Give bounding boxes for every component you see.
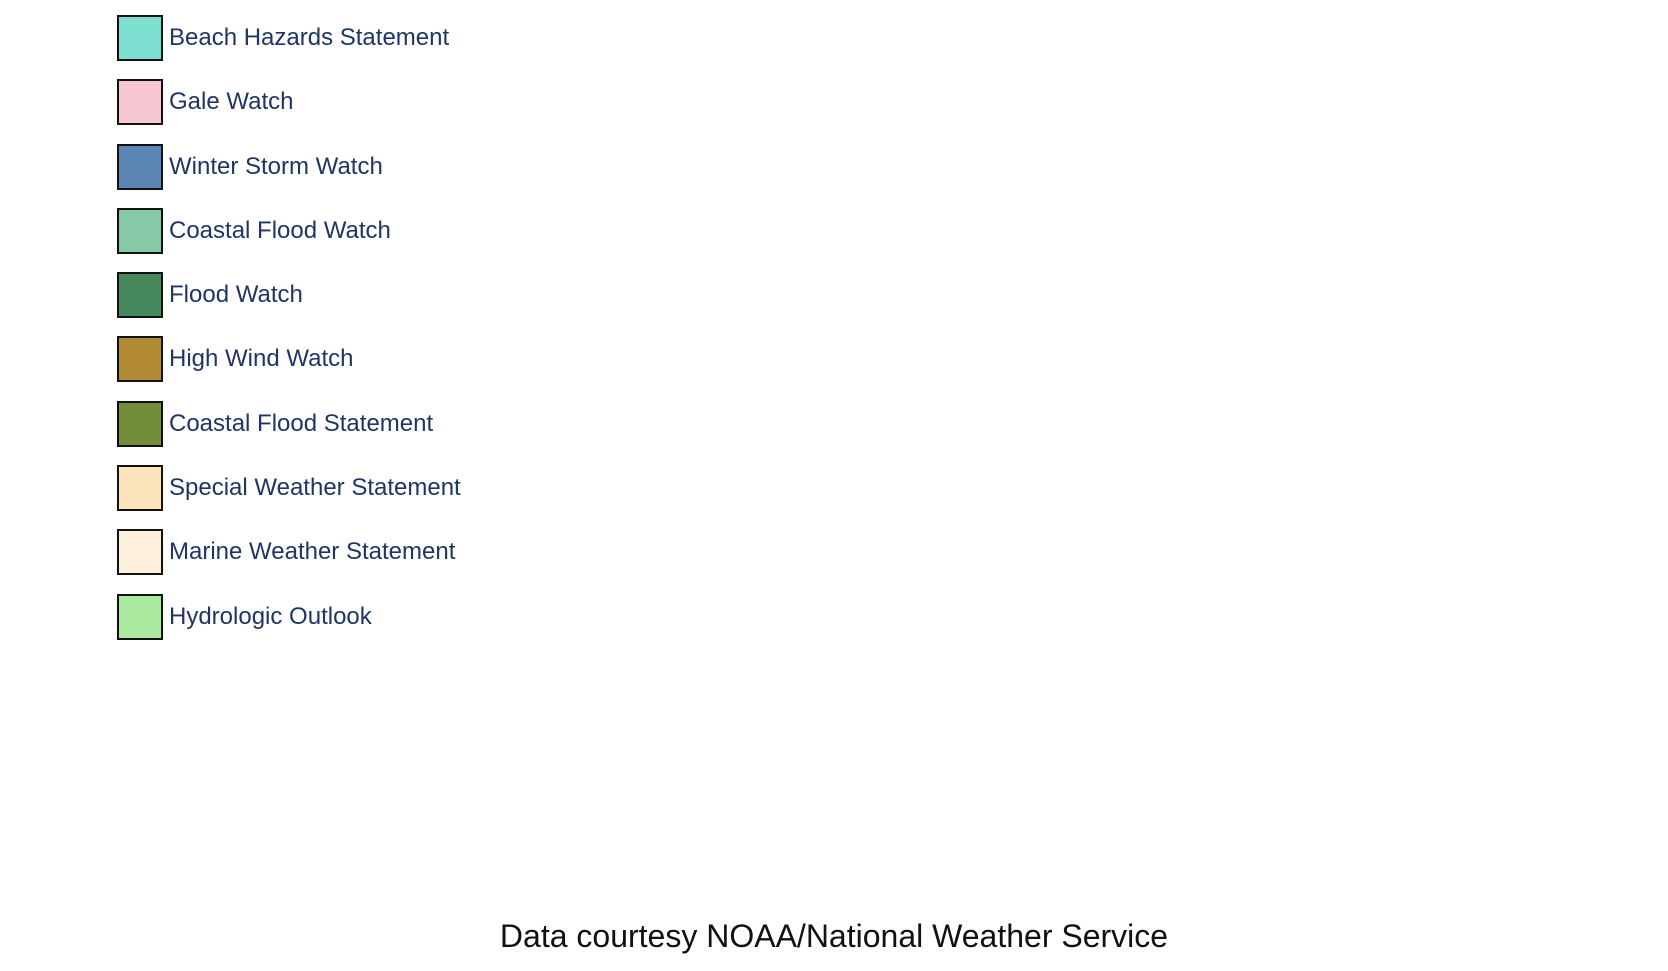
legend-swatch [117,208,163,254]
legend-swatch [117,15,163,61]
legend-label: Beach Hazards Statement [169,24,450,51]
legend-swatch [117,594,163,640]
legend-label: Marine Weather Statement [169,538,456,566]
legend-item-high-wind-watch [117,336,461,400]
legend-swatch [117,272,163,318]
legend-swatch [117,144,163,190]
legend-item-gale-watch [117,79,461,143]
legend-swatch [117,401,163,447]
legend-swatch [117,79,163,125]
legend-item-hydrologic-outlook [117,594,461,658]
legend-label: High Wind Watch [169,345,354,373]
legend-label: Coastal Flood Watch [169,216,391,244]
legend-label: Coastal Flood Statement [169,409,434,437]
data-credit: Data courtesy NOAA/National Weather Service [499,918,1169,954]
legend-item-coastal-flood-statement [117,401,461,465]
legend-swatch [117,529,163,575]
legend-swatch [117,336,163,382]
legend-label: Hydrologic Outlook [169,602,372,630]
legend-label: Winter Storm Watch [169,152,383,180]
legend-swatch [117,465,163,511]
legend-item-coastal-flood-watch [117,208,461,272]
legend-item-special-weather-statement [117,465,461,529]
legend-item-flood-watch [117,272,461,336]
legend-item-winter-storm-watch [117,144,461,208]
legend-label: Gale Watch [169,88,294,116]
legend-label: Flood Watch [169,281,303,309]
legend-item-marine-weather-statement [117,529,461,593]
legend-item-beach-hazards-statement [117,15,461,79]
map-legend [117,15,461,658]
legend-label: Special Weather Statement [169,474,461,502]
